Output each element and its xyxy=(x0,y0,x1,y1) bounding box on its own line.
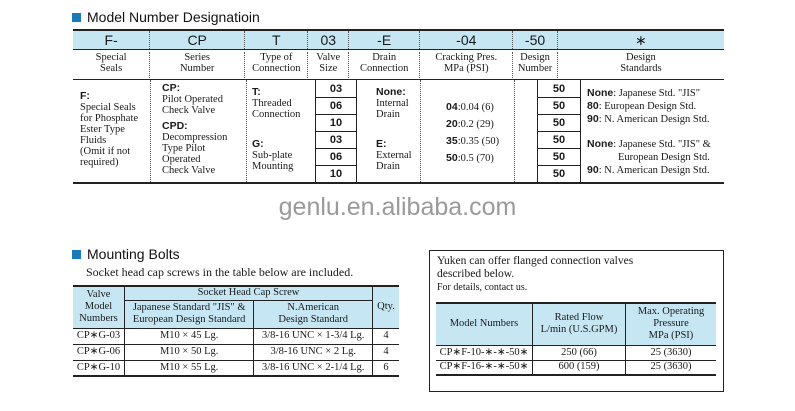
standard-text: : Japanese Std. "JIS" & xyxy=(613,139,711,150)
text-line: European Design Standard xyxy=(132,314,246,325)
text-line: Yuken can offer flanged connection valves xyxy=(437,255,634,267)
header-drain: Drain Connection xyxy=(349,52,420,78)
row-rule xyxy=(538,131,580,132)
cracking-code: 35 xyxy=(446,135,458,147)
cell-american: 3/8-16 UNC × 1-3/4 Lg. xyxy=(254,328,373,344)
design-number-value: 50 xyxy=(552,100,566,112)
text-line: for Phosphate xyxy=(80,113,139,124)
code-seals: F- xyxy=(73,31,150,49)
code-design-number: -50 xyxy=(513,31,558,49)
code-cracking: -04 xyxy=(420,31,513,49)
design-number-value: 50 xyxy=(552,83,566,95)
code-size: 03 xyxy=(308,31,349,49)
table-row xyxy=(73,344,399,360)
mounting-bolts-table xyxy=(73,285,399,377)
standard-code: None xyxy=(587,138,614,150)
text-line: Design Standard xyxy=(278,314,349,325)
cell-pressure: 25 (3630) xyxy=(626,345,717,360)
size-value: 03 xyxy=(329,134,343,146)
header-american xyxy=(254,300,373,328)
design-number-column xyxy=(537,80,581,182)
row-rule xyxy=(538,165,580,166)
row-rule xyxy=(538,114,580,115)
colon: : xyxy=(260,138,264,150)
text-line: Fluids xyxy=(80,135,107,146)
code-row xyxy=(73,31,724,49)
text-line: Max. Operating xyxy=(637,306,705,318)
header-design-number: Design Number xyxy=(513,52,558,78)
table-row xyxy=(436,345,716,360)
cell-jis: M10 × 50 Lg. xyxy=(124,344,253,360)
standard-text: : European Design Std. xyxy=(598,101,697,112)
standards-group-1 xyxy=(587,87,724,126)
size-value: 06 xyxy=(329,100,343,112)
section-title: Model Number Designatioin xyxy=(87,9,260,25)
drain-code: None xyxy=(376,86,403,98)
cell-jis: M10 × 45 Lg. xyxy=(124,328,253,344)
series-code: CPD xyxy=(162,120,185,132)
cell-american: 3/8-16 UNC × 2 Lg. xyxy=(254,344,373,360)
series-cpd xyxy=(162,121,246,176)
cell-model: CP∗G-06 xyxy=(73,344,124,360)
col-divider xyxy=(150,80,151,182)
cell-qty: 4 xyxy=(373,328,399,344)
header-qty: Qty. xyxy=(373,286,399,328)
connection-subplate xyxy=(252,139,314,172)
cracking-code: 20 xyxy=(446,118,458,130)
text-line: Operated xyxy=(162,154,201,165)
standard-text: : Japanese Std. "JIS" xyxy=(613,88,700,99)
header-size: Valve Size xyxy=(308,52,349,78)
colon: : xyxy=(257,86,261,98)
row-rule xyxy=(538,97,580,98)
table-row xyxy=(436,360,716,375)
standard-text: : N. American Design Std. xyxy=(598,165,710,176)
design-number-value: 50 xyxy=(552,117,566,129)
text-line: Threaded xyxy=(252,98,292,109)
text-line: External xyxy=(376,150,412,161)
text-line: Drain xyxy=(376,109,400,120)
section-model-number xyxy=(72,9,260,25)
text-line: described below. xyxy=(437,268,515,280)
code-standards: ∗ xyxy=(635,32,647,48)
colon: : xyxy=(86,90,90,102)
standard-code: 90 xyxy=(587,164,599,176)
text-line: Mounting xyxy=(252,161,294,172)
row-rule xyxy=(316,165,356,166)
col-divider xyxy=(246,80,247,182)
cell-american: 3/8-16 UNC × 2-1/4 Lg. xyxy=(254,360,373,376)
design-number-value: 50 xyxy=(552,134,566,146)
text-line: L/min (U.S.GPM) xyxy=(540,324,618,336)
cell-pressure: 25 (3630) xyxy=(650,361,692,373)
drain-code: E xyxy=(376,138,384,150)
section-title: Mounting Bolts xyxy=(87,246,180,262)
text-line: Ester Type xyxy=(80,124,125,135)
row-rule xyxy=(316,131,356,132)
text-line: Pilot Operated xyxy=(162,94,223,105)
text-line: Valve xyxy=(86,289,111,301)
text-line: (Omit if not xyxy=(80,146,131,157)
cracking-value: :0.2 (29) xyxy=(457,119,494,130)
standard-text: European Design Std. xyxy=(618,152,710,163)
text-line: Check Valve xyxy=(162,105,216,116)
text-line: N.American xyxy=(287,302,340,313)
header-jis xyxy=(124,300,253,328)
flanged-contact-note: For details, contact us. xyxy=(437,282,528,293)
row-rule xyxy=(538,148,580,149)
text-line: Japanese Standard "JIS" & xyxy=(132,302,246,313)
text-line: Check Valve xyxy=(162,165,216,176)
cell-jis: M10 × 55 Lg. xyxy=(124,360,253,376)
square-bullet-icon xyxy=(72,13,81,22)
text-line: Decompression xyxy=(162,132,228,143)
standard-code: 80 xyxy=(587,100,599,112)
col-divider xyxy=(514,80,515,182)
code-series: CP xyxy=(150,31,245,49)
colon: : xyxy=(184,120,188,132)
flanged-table xyxy=(436,302,716,376)
model-number-table xyxy=(73,29,724,184)
size-column xyxy=(315,80,357,182)
seals-code: F xyxy=(80,90,87,102)
colon: : xyxy=(402,86,406,98)
code-row-rule xyxy=(73,49,724,50)
cell-model: CP∗F-10-∗-∗-50∗ xyxy=(436,345,533,360)
cell-flow: 250 (66) xyxy=(533,345,626,360)
cell-flow: 600 (159) xyxy=(533,360,626,375)
cracking-code: 50 xyxy=(446,152,458,164)
code-connection: T xyxy=(245,31,308,49)
size-value: 10 xyxy=(329,117,343,129)
connection-code: T xyxy=(252,86,258,98)
section-mounting-bolts xyxy=(72,246,180,262)
text-line: Numbers xyxy=(79,313,118,325)
text-line: Model xyxy=(84,301,113,313)
cracking-value: :0.5 (70) xyxy=(457,153,494,164)
design-number-value: 50 xyxy=(552,168,566,180)
text-line: Special Seals xyxy=(80,102,136,113)
table-row xyxy=(73,360,399,376)
series-cp xyxy=(162,83,246,116)
drain-external xyxy=(376,139,420,172)
header-model xyxy=(73,286,124,328)
header-row-rule xyxy=(73,79,724,80)
text-line: Rated Flow xyxy=(554,312,604,324)
standard-text: : N. American Design Std. xyxy=(598,114,710,125)
cell-model: CP∗G-10 xyxy=(73,360,124,376)
seals-description xyxy=(80,91,150,168)
standard-code: 90 xyxy=(587,113,599,125)
colon: : xyxy=(383,138,387,150)
series-code: CP xyxy=(162,82,177,94)
size-value: 03 xyxy=(329,83,343,95)
text-line: Sub-plate xyxy=(252,150,293,161)
text-line: Type Pilot xyxy=(162,143,206,154)
cell-qty: 6 xyxy=(383,361,389,373)
cell-qty: 4 xyxy=(373,344,399,360)
cracking-value: :0.04 (6) xyxy=(457,102,494,113)
size-value: 06 xyxy=(329,151,343,163)
table-row xyxy=(73,328,399,344)
table-bottom-rule xyxy=(73,182,724,184)
text-line: Connection xyxy=(252,109,301,120)
connection-code: G xyxy=(252,138,261,150)
header-flow xyxy=(533,303,626,345)
header-cracking: Cracking Pres. MPa (PSI) xyxy=(420,52,513,78)
watermark-text: genlu.en.alibaba.com xyxy=(278,193,517,221)
header-screw-group: Socket Head Cap Screw xyxy=(124,286,372,300)
size-value: 10 xyxy=(329,168,343,180)
cracking-code: 04 xyxy=(446,101,458,113)
connection-threaded xyxy=(252,87,314,120)
header-standards: Design Standards xyxy=(620,52,662,74)
row-rule xyxy=(316,148,356,149)
standard-code: None xyxy=(587,87,614,99)
cell-model: CP∗F-16-∗-∗-50∗ xyxy=(436,360,533,375)
design-number-value: 50 xyxy=(552,151,566,163)
header-row xyxy=(73,52,724,78)
standards-group-2 xyxy=(587,138,724,177)
text-line: required) xyxy=(80,157,119,168)
cell-model: CP∗G-03 xyxy=(73,328,124,344)
cracking-value: :0.35 (50) xyxy=(457,136,500,147)
code-drain: -E xyxy=(349,31,420,49)
header-series: Series Number xyxy=(150,52,245,78)
square-bullet-icon xyxy=(72,250,81,259)
drain-internal xyxy=(376,87,420,120)
header-pressure xyxy=(626,303,717,345)
text-line: MPa (PSI) xyxy=(648,330,694,342)
text-line: Drain xyxy=(376,161,400,172)
cracking-options xyxy=(446,99,514,167)
flanged-intro xyxy=(437,255,633,281)
header-connection: Type of Connection xyxy=(245,52,308,78)
header-model: Model Numbers xyxy=(436,303,533,345)
colon: : xyxy=(176,82,181,94)
col-divider xyxy=(420,80,421,182)
text-line: Internal xyxy=(376,98,409,109)
text-line: Pressure xyxy=(653,318,689,330)
mounting-note: Socket head cap screws in the table below are included. xyxy=(86,265,354,279)
row-rule xyxy=(316,97,356,98)
header-seals: Special Seals xyxy=(73,52,150,78)
row-rule xyxy=(316,114,356,115)
flanged-info-box xyxy=(429,250,724,392)
